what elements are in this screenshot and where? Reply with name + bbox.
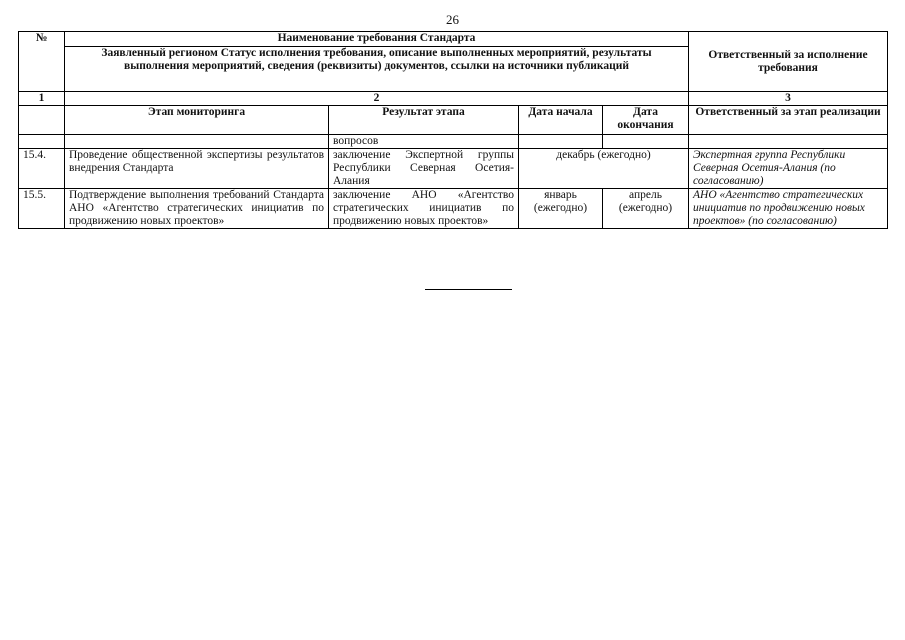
row-result: вопросов <box>329 135 519 149</box>
stage-header-responsible: Ответственный за этап реализации <box>689 106 888 135</box>
row-no: 15.4. <box>19 149 65 189</box>
stage-header-result: Результат этапа <box>329 106 519 135</box>
header-row-1 <box>19 32 888 47</box>
header-status-description: Заявленный регионом Статус исполнения требования, описание выполненных мероприятий, результаты выполнения мероприятий, сведения (реквизиты) документов, ссылки на источники публикаций <box>65 47 689 92</box>
stage-header-stage: Этап мониторинга <box>65 106 329 135</box>
row-stage <box>65 135 329 149</box>
row-end: апрель (ежегодно) <box>603 189 689 229</box>
requirements-table <box>18 31 888 229</box>
table-row <box>19 189 888 229</box>
page-number: 26 <box>446 12 459 27</box>
column-number-1: 1 <box>19 92 65 106</box>
row-dates: декабрь (ежегодно) <box>519 149 689 189</box>
stage-header-start-date: Дата начала <box>519 106 603 135</box>
row-stage: Проведение общественной экспертизы результатов внедрения Стандарта <box>65 149 329 189</box>
table-row <box>19 149 888 189</box>
row-result: заключение АНО «Агентство стратегических инициатив по продвижению новых проектов» <box>329 189 519 229</box>
row-no <box>19 135 65 149</box>
row-start <box>519 135 603 149</box>
column-number-row <box>19 92 888 106</box>
stage-header-row <box>19 106 888 135</box>
stage-header-empty <box>19 106 65 135</box>
row-start: январь (ежегодно) <box>519 189 603 229</box>
row-stage: Подтверждение выполнения требований Стандарта АНО «Агентство стратегических инициатив по продвижению новых проектов» <box>65 189 329 229</box>
row-responsible: Экспертная группа Республики Северная Осетия-Алания (по согласованию) <box>689 149 888 189</box>
column-number-3: 3 <box>689 92 888 106</box>
column-number-2: 2 <box>65 92 689 106</box>
header-no: № <box>19 32 65 92</box>
row-end <box>603 135 689 149</box>
row-responsible <box>689 135 888 149</box>
row-no: 15.5. <box>19 189 65 229</box>
row-responsible: АНО «Агентство стратегических инициатив по продвижению новых проектов» (по согласованию) <box>689 189 888 229</box>
row-result: заключение Экспертной группы Республики Северная Осетия-Алания <box>329 149 519 189</box>
table-row <box>19 135 888 149</box>
stage-header-end-date: Дата окончания <box>603 106 689 135</box>
header-responsible: Ответственный за исполнение требования <box>689 32 888 92</box>
separator-line <box>425 289 512 290</box>
header-requirement-name: Наименование требования Стандарта <box>65 32 689 47</box>
